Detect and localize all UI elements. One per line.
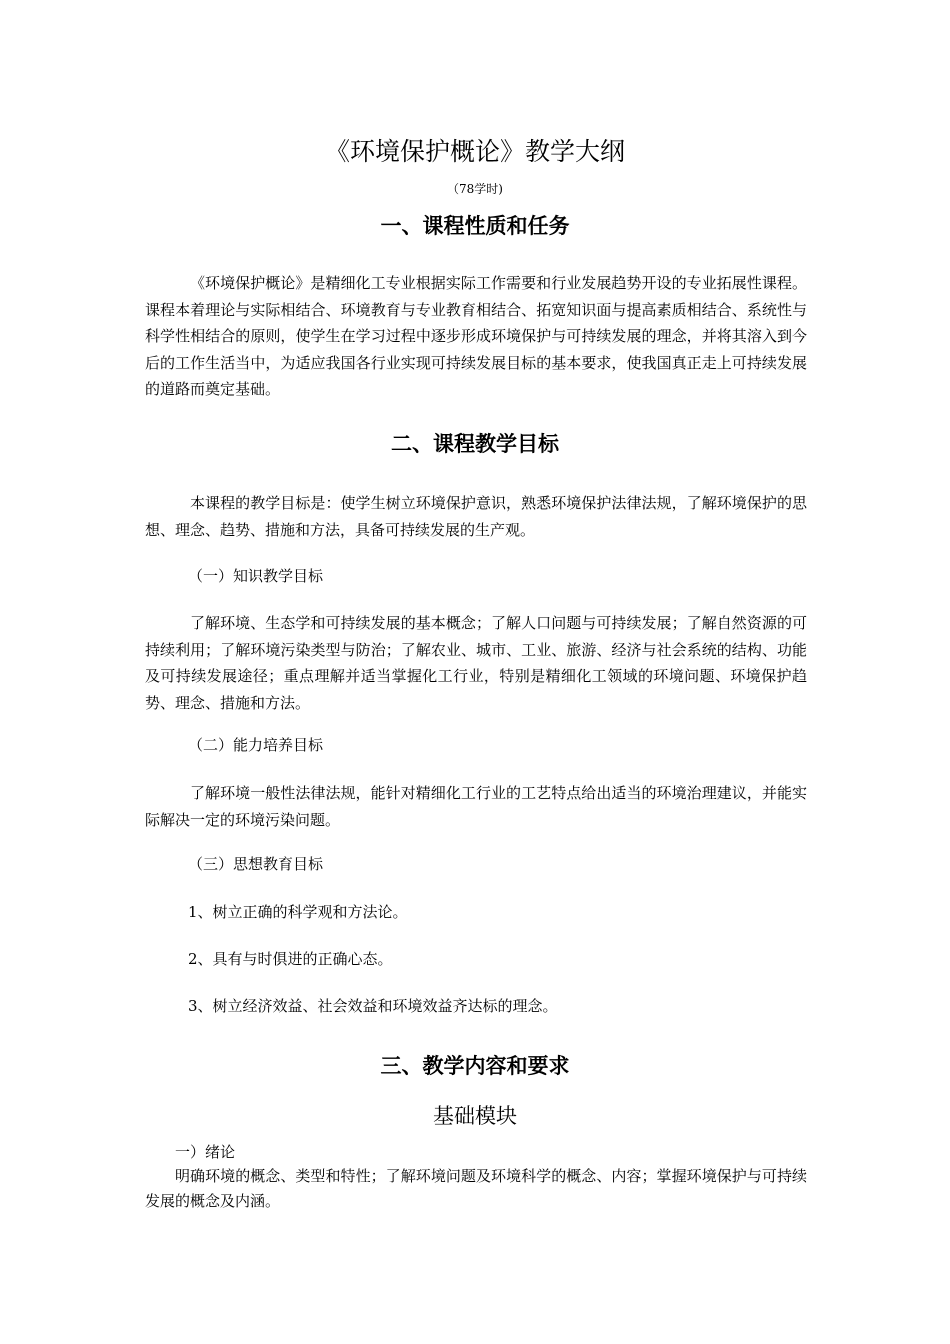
document-title: 《环境保护概论》教学大纲	[324, 137, 625, 166]
section-heading-teaching-goals: 二、课程教学目标	[391, 432, 559, 456]
introduction-heading: 一）绪论	[175, 1143, 236, 1161]
ability-goals-heading: （二）能力培养目标	[188, 736, 324, 754]
ideology-goal-item: 1、树立正确的科学观和方法论。	[188, 903, 408, 921]
ideology-goal-item: 2、具有与时俱进的正确心态。	[188, 950, 393, 968]
knowledge-goals-text: 了解环境、生态学和可持续发展的基本概念；了解人口问题与可持续发展；了解自然资源的可持续利用；了解环境污染类型与防治；了解农业、城市、工业、旅游、经济与社会系统的结构、功能及可持续发展途径；重点理解并适当掌握化工行业，特别是精细化工领域的环境问题、环境保护趋势、理念、措施和方法。	[145, 614, 807, 712]
section-heading-content-requirements: 三、教学内容和要求	[380, 1054, 570, 1078]
ideology-goal-item: 3、树立经济效益、社会效益和环境效益齐达标的理念。	[188, 997, 558, 1015]
introduction-text: 明确环境的概念、类型和特性；了解环境问题及环境科学的概念、内容；掌握环境保护与可持续发展的概念及内涵。	[145, 1167, 807, 1210]
document-subtitle: （78学时)	[447, 182, 503, 196]
module-heading-basic: 基础模块	[433, 1104, 517, 1128]
teaching-goals-intro: 本课程的教学目标是：使学生树立环境保护意识，熟悉环境保护法律法规，了解环境保护的思想、理念、趋势、措施和方法，具备可持续发展的生产观。	[145, 494, 807, 539]
ability-goals-text: 了解环境一般性法律法规，能针对精细化工行业的工艺特点给出适当的环境治理建议，并能实际解决一定的环境污染问题。	[145, 784, 807, 829]
ideology-goals-heading: （三）思想教育目标	[188, 855, 324, 873]
section-heading-course-nature: 一、课程性质和任务	[380, 214, 570, 238]
knowledge-goals-heading: （一）知识教学目标	[188, 567, 324, 585]
course-nature-paragraph: 《环境保护概论》是精细化工专业根据实际工作需要和行业发展趋势开设的专业拓展性课程。课程本着理论与实际相结合、环境教育与专业教育相结合、拓宽知识面与提高素质相结合、系统性与科学性相结合的原则，使学生在学习过程中逐步形成环境保护与可持续发展的理念，并将其溶入到今后的工作生活当中，为适应我国各行业实现可持续发展目标的基本要求，使我国真正走上可持续发展的道路而奠定基础。	[145, 274, 807, 398]
